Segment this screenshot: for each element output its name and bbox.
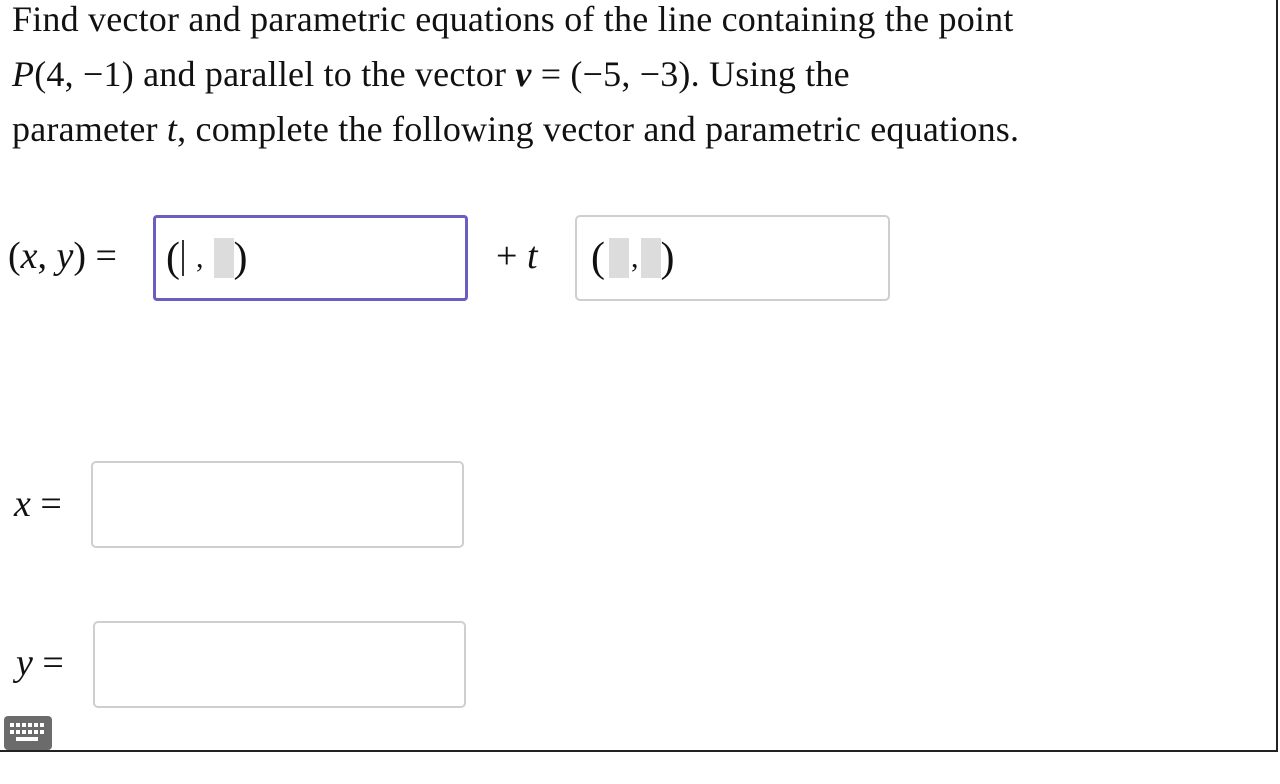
direction-x-slot[interactable] — [609, 238, 629, 278]
vector-name: v — [515, 54, 532, 94]
question-line-2-mid: and parallel to the vector — [133, 54, 516, 94]
point-comma: , — [196, 241, 204, 274]
lhs-y: y — [56, 235, 74, 277]
text-caret — [182, 240, 184, 276]
lhs-comma: , — [37, 235, 57, 277]
question-line-3-post: , complete the following vector and parametric equations. — [177, 109, 1020, 149]
x-equation-label — [14, 482, 62, 526]
question-line-2 — [12, 47, 1262, 102]
x-symbol: x — [14, 483, 31, 525]
point-y-slot[interactable] — [214, 238, 234, 278]
lhs-x: x — [20, 235, 38, 277]
x-equals: = — [30, 483, 62, 525]
keyboard-toggle-button[interactable] — [4, 716, 52, 750]
y-equals: = — [32, 642, 64, 684]
question-line-3 — [12, 102, 1262, 157]
direction-y-slot[interactable] — [641, 238, 661, 278]
point-vector-input[interactable] — [153, 215, 468, 301]
direction-comma: , — [631, 241, 639, 274]
y-parametric-input[interactable] — [93, 621, 466, 708]
vector-equation-lhs — [8, 234, 117, 278]
point-coords: (4, −1) — [34, 54, 134, 94]
x-parametric-input[interactable] — [91, 461, 464, 548]
plus-sign: + — [496, 235, 527, 277]
keyboard-icon — [8, 721, 48, 745]
direction-vector-input[interactable] — [575, 215, 890, 301]
plus-t-label — [496, 234, 538, 278]
direction-open-paren: ( — [591, 235, 605, 281]
question-text — [12, 0, 1262, 157]
point-name: P — [12, 54, 35, 94]
lhs-close-eq: ) = — [73, 235, 117, 277]
point-open-paren: ( — [166, 235, 180, 281]
parameter-name: t — [166, 109, 178, 149]
vector-value: = (−5, −3). Using the — [531, 54, 850, 94]
question-line-1: Find vector and parametric equations of the line containing the point — [12, 0, 1014, 39]
t-symbol: t — [526, 235, 538, 277]
point-close-paren: ) — [233, 235, 248, 281]
lhs-open-paren: ( — [8, 235, 21, 277]
direction-close-paren: ) — [660, 235, 675, 281]
y-symbol: y — [16, 642, 33, 684]
y-equation-label — [16, 641, 64, 685]
question-line-3-pre: parameter — [12, 109, 167, 149]
